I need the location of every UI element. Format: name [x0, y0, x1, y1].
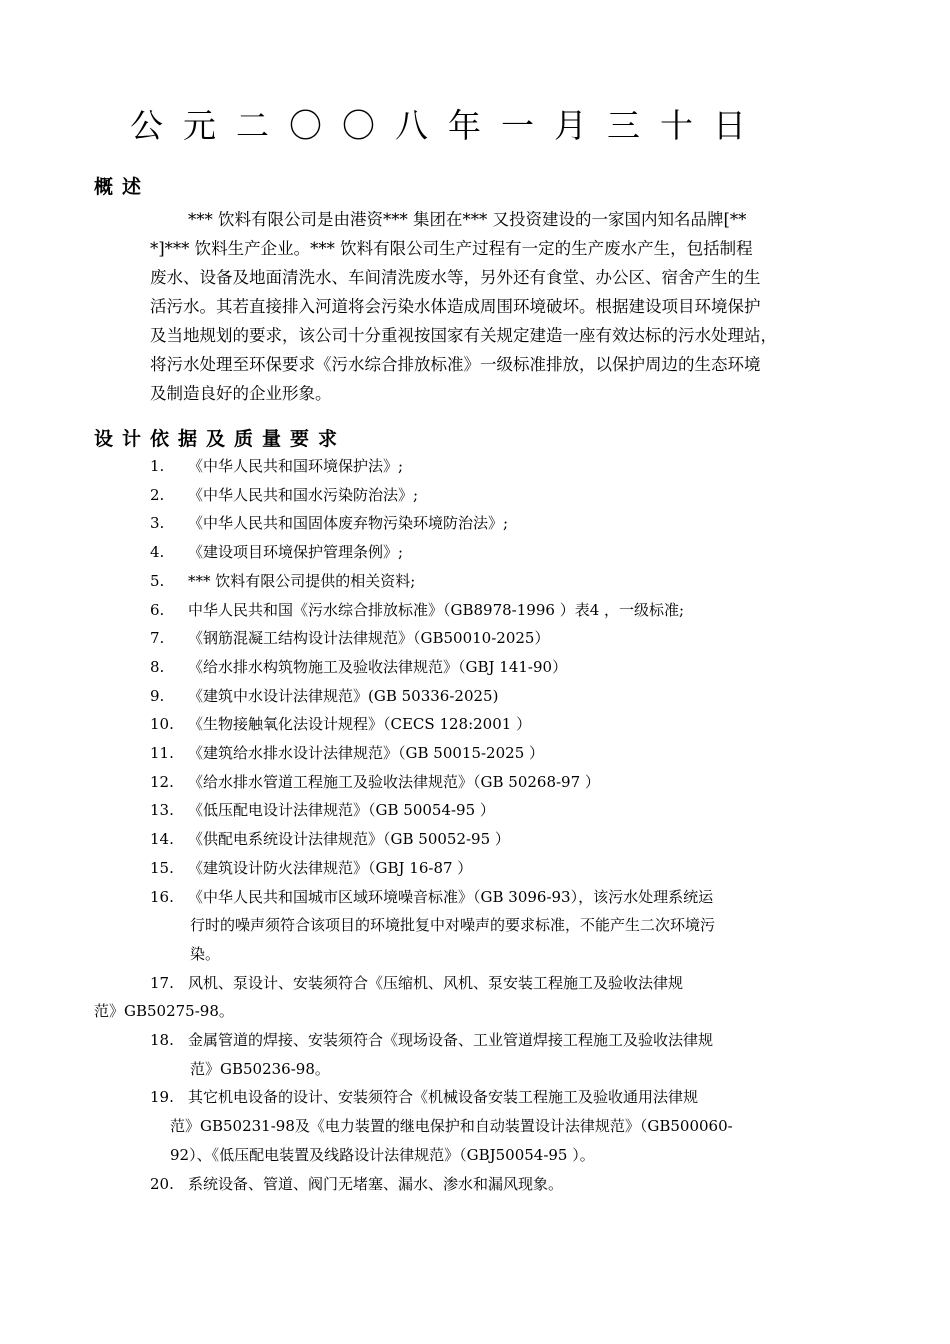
item-text: 《给水排水管道工程施工及验收法律规范》（GB 50268-97 ）	[188, 772, 600, 791]
item-number: 16.	[150, 887, 174, 906]
item-number: 20.	[150, 1174, 174, 1193]
item-text: 其它机电设备的设计、安装须符合《机械设备安装工程施工及验收通用法律规	[188, 1088, 699, 1107]
item-number: 4.	[150, 543, 165, 562]
item-number: 18.	[150, 1031, 174, 1049]
item-number: 12.	[150, 772, 174, 791]
item-continuation: 行时的噪声须符合该项目的环境批复中对噪声的要求标准，不能产生二次环境污	[190, 916, 716, 935]
item-text: 《建设项目环境保护管理条例》;	[188, 543, 404, 562]
item-text: 系统设备、管道、阀门无堵塞、漏水、渗水和漏风现象。	[188, 1174, 564, 1193]
item-number: 6.	[150, 600, 165, 619]
item-number: 19.	[150, 1088, 174, 1107]
item-text: 《中华人民共和国水污染防治法》;	[188, 485, 419, 504]
item-text: 《低压配电设计法律规范》（GB 50054-95 ）	[188, 801, 495, 820]
overview-line: 将污水处理至环保要求《污水综合排放标准》一级标准排放，以保护周边的生态环境	[150, 355, 761, 374]
overview-line: 及当地规划的要求，该公司十分重视按国家有关规定建造一座有效达标的污水处理站，	[150, 326, 777, 345]
item-text: 《钢筋混凝工结构设计法律规范》（GB50010-2025）	[188, 629, 550, 648]
item-text: 《供配电系统设计法律规范》（GB 50052-95 ）	[188, 830, 510, 849]
overview-heading: 概述	[94, 176, 151, 198]
item-number: 5.	[150, 571, 165, 590]
item-number: 13.	[150, 801, 174, 820]
item-number: 9.	[150, 686, 165, 705]
item-text: 风机、泵设计、安装须符合《压缩机、风机、泵安装工程施工及验收法律规	[188, 973, 684, 992]
item-number: 1.	[150, 457, 165, 475]
item-text: 《给水排水构筑物施工及验收法律规范》（GBJ 141-90）	[188, 657, 568, 676]
item-text: 金属管道的焊接、安装须符合《现场设备、工业管道焊接工程施工及验收法律规	[188, 1031, 714, 1049]
item-number: 3.	[150, 514, 165, 533]
overview-line: 废水、设备及地面清洗水、车间清洗废水等，另外还有食堂、办公区、宿舍产生的生	[150, 268, 761, 287]
item-continuation: 92）、《低压配电装置及线路设计法律规范》（GBJ50054-95 ）。	[170, 1145, 595, 1164]
item-number: 15.	[150, 858, 174, 877]
item-continuation: 范》GB50231-98及《电力装置的继电保护和自动装置设计法律规范》（GB500060-	[170, 1117, 733, 1136]
item-text: 《建筑设计防火法律规范》（GBJ 16-87 ）	[188, 858, 473, 877]
overview-line: 活污水。其若直接排入河道将会污染水体造成周围环境破坏。根据建设项目环境保护	[150, 297, 761, 316]
item-number: 2.	[150, 485, 165, 504]
item-number: 17.	[150, 973, 174, 992]
item-continuation: 范》GB50275-98。	[94, 1002, 234, 1021]
item-text: *** 饮料有限公司提供的相关资料;	[188, 571, 416, 590]
item-number: 10.	[150, 715, 174, 734]
item-number: 14.	[150, 830, 174, 849]
date-line: 公元二〇〇八年一月三十日	[130, 106, 766, 145]
item-number: 7.	[150, 629, 165, 648]
overview-line: *]*** 饮料生产企业。*** 饮料有限公司生产过程有一定的生产废水产生，包括制程	[150, 239, 753, 258]
item-continuation: 范》GB50236-98。	[190, 1059, 330, 1078]
item-text: 《建筑给水排水设计法律规范》（GB 50015-2025 ）	[188, 744, 545, 762]
basis-heading: 设计依据及质量要求	[94, 428, 347, 450]
item-text: 《建筑中水设计法律规范》(GB 50336-2025)	[188, 686, 499, 705]
item-text: 《中华人民共和国城市区域环境噪音标准》（GB 3096-93），该污水处理系统运	[188, 887, 714, 906]
item-text: 中华人民共和国《污水综合排放标准》（GB8978-1996 ）表4 ，一级标准;	[188, 600, 685, 619]
overview-line: 及制造良好的企业形象。	[150, 384, 332, 403]
item-text: 《中华人民共和国环境保护法》;	[188, 457, 404, 475]
item-number: 8.	[150, 657, 165, 676]
item-text: 《生物接触氧化法设计规程》（CECS 128:2001 ）	[188, 715, 532, 734]
overview-paragraph	[150, 205, 862, 408]
item-text: 《中华人民共和国固体废弃物污染环境防治法》;	[188, 514, 509, 533]
overview-line: *** 饮料有限公司是由港资*** 集团在*** 又投资建设的一家国内知名品牌[**	[188, 210, 747, 229]
item-number: 11.	[150, 744, 174, 762]
item-continuation: 染。	[190, 944, 221, 963]
